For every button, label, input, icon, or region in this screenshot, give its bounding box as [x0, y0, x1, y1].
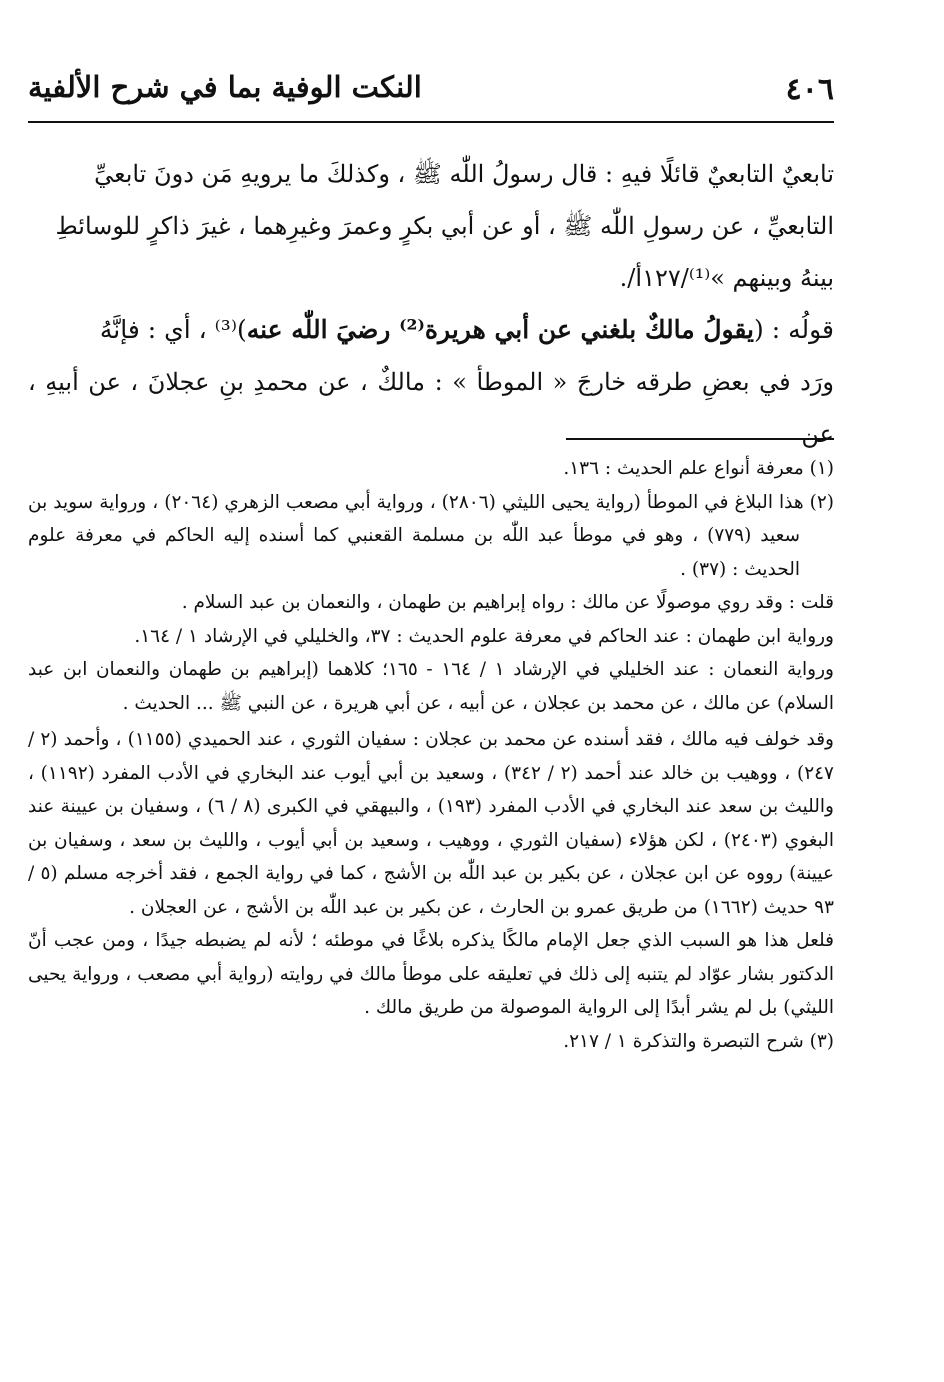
- footnote-text: هذا البلاغ في الموطأ (رواية يحيى الليثي (٢٨٠٦) ، ورواية أبي مصعب الزهري (٢٠٦٤) ، ورواية سويد بن سعيد (٧٧٩) ، وهو في موطأ عبد اللّٰه بن مسلمة القعنبي كما أسنده إليه الحاكم في معرفة علوم الحديث : (٣٧) .: [28, 491, 804, 580]
- footnote-rule: [566, 438, 834, 440]
- footnote-label: (٣): [809, 1030, 834, 1052]
- quoted-text: يقولُ مالكٌ بلغني عن أبي هريرة⁽²⁾ رضيَ اللّٰه عنه: [246, 315, 755, 344]
- footnote-2: [28, 486, 834, 587]
- quote-line: [28, 304, 834, 356]
- main-line-2: التابعيِّ ، عن رسولِ اللّٰه ﷺ ، أو عن أبي بكرٍ وعمرَ وغيرِهما ، غيرَ ذاكرٍ للوسائطِ: [55, 212, 834, 240]
- page-number: ٤٠٦: [785, 72, 834, 107]
- footnote-label: (٢): [809, 491, 834, 513]
- footnote-paragraph: فلعل هذا هو السبب الذي جعل الإمام مالكًا يذكره بلاغًا في موطئه ؛ لأنه لم يضبطه جيدًا ، ومن عجب أنّ الدكتور بشار عوّاد لم يتنبه إلى ذلك في تعليقه على موطأ مالك في روايته (رواية أبي مصعب ، ورواية يحيى الليثي) بل لم يشر أبدًا إلى الرواية الموصولة من طريق مالك .: [28, 930, 834, 1018]
- main-line-1: تابعيٌ التابعيٌ قائلًا فيهِ : قال رسولُ اللّٰه ﷺ ، وكذلكَ ما يرويهِ مَن دونَ تابعيِّ: [94, 160, 834, 188]
- main-text: [28, 148, 834, 460]
- quote-after: )⁽³⁾ ، أي : فإنَّهُ: [99, 315, 247, 344]
- footnote-paragraph: ورواية ابن طهمان : عند الحاكم في معرفة علوم الحديث : ٣٧، والخليلي في الإرشاد ١ / ١٦٤.: [134, 625, 834, 647]
- footnote-text: معرفة أنواع علم الحديث : ١٣٦.: [563, 458, 804, 479]
- running-title: النكت الوفية بما في شرح الألفية: [28, 70, 422, 104]
- header-rule: [28, 121, 834, 123]
- footnotes: [28, 452, 834, 1058]
- footnote-paragraph: ورواية النعمان : عند الخليلي في الإرشاد ١ / ١٦٤ - ١٦٥؛ كلاهما (إبراهيم بن طهمان والنعمان ابن عبد السلام) عن مالك ، عن محمد بن عجلان ، عن أبيه ، عن أبي هريرة ، عن النبي ﷺ ... الحديث .: [28, 659, 834, 714]
- footnote-paragraph: قلت : وقد روي موصولًا عن مالك : رواه إبراهيم بن طهمان ، والنعمان بن عبد السلام .: [181, 592, 834, 613]
- main-line-5: ورَد في بعضِ طرقه خارجَ « الموطأ » : مالكٌ ، عن محمدِ بنِ عجلانَ ، عن أبيهِ ، عن: [28, 368, 834, 448]
- footnote-1: [28, 452, 834, 486]
- footnote-text: شرح التبصرة والتذكرة ١ / ٢١٧.: [563, 1030, 804, 1052]
- footnote-label: (١): [809, 458, 834, 479]
- quote-intro: قولُه : (: [754, 315, 834, 344]
- main-line-3: بينهُ وبينهم »⁽¹⁾/١٢٧أ/.: [619, 264, 834, 292]
- page-header: [28, 66, 834, 116]
- footnote-paragraph: وقد خولف فيه مالك ، فقد أسنده عن محمد بن عجلان : سفيان الثوري ، عند الحميدي (١١٥٥) ، وأحمد (٢ / ٢٤٧) ، ووهيب بن خالد عند أحمد (٢ / ٣٤٢) ، وسعيد بن أبي أيوب عند البخاري في الأدب المفرد (١١٩٢) ، والليث بن سعد عند البخاري في الأدب المفرد (١٩٣) ، والبيهقي في الكبرى (٨ / ٦) ، وسفيان بن عيينة عند البغوي (٢٤٠٣) ، لكن هؤلاء (سفيان الثوري ، ووهيب ، وسعيد بن أبي أيوب ، والليث بن سعد ، وسفيان بن عيينة) رووه عن ابن عجلان ، عن بكير بن عبد اللّٰه بن الأشج ، كما في رواية الجمع ، فقد أخرجه مسلم (٥ / ٩٣ حديث (١٦٦٢) من طريق عمرو بن الحارث ، عن بكير بن عبد اللّٰه بن الأشج ، عن العجلان .: [28, 729, 835, 918]
- footnote-3: [28, 1025, 834, 1059]
